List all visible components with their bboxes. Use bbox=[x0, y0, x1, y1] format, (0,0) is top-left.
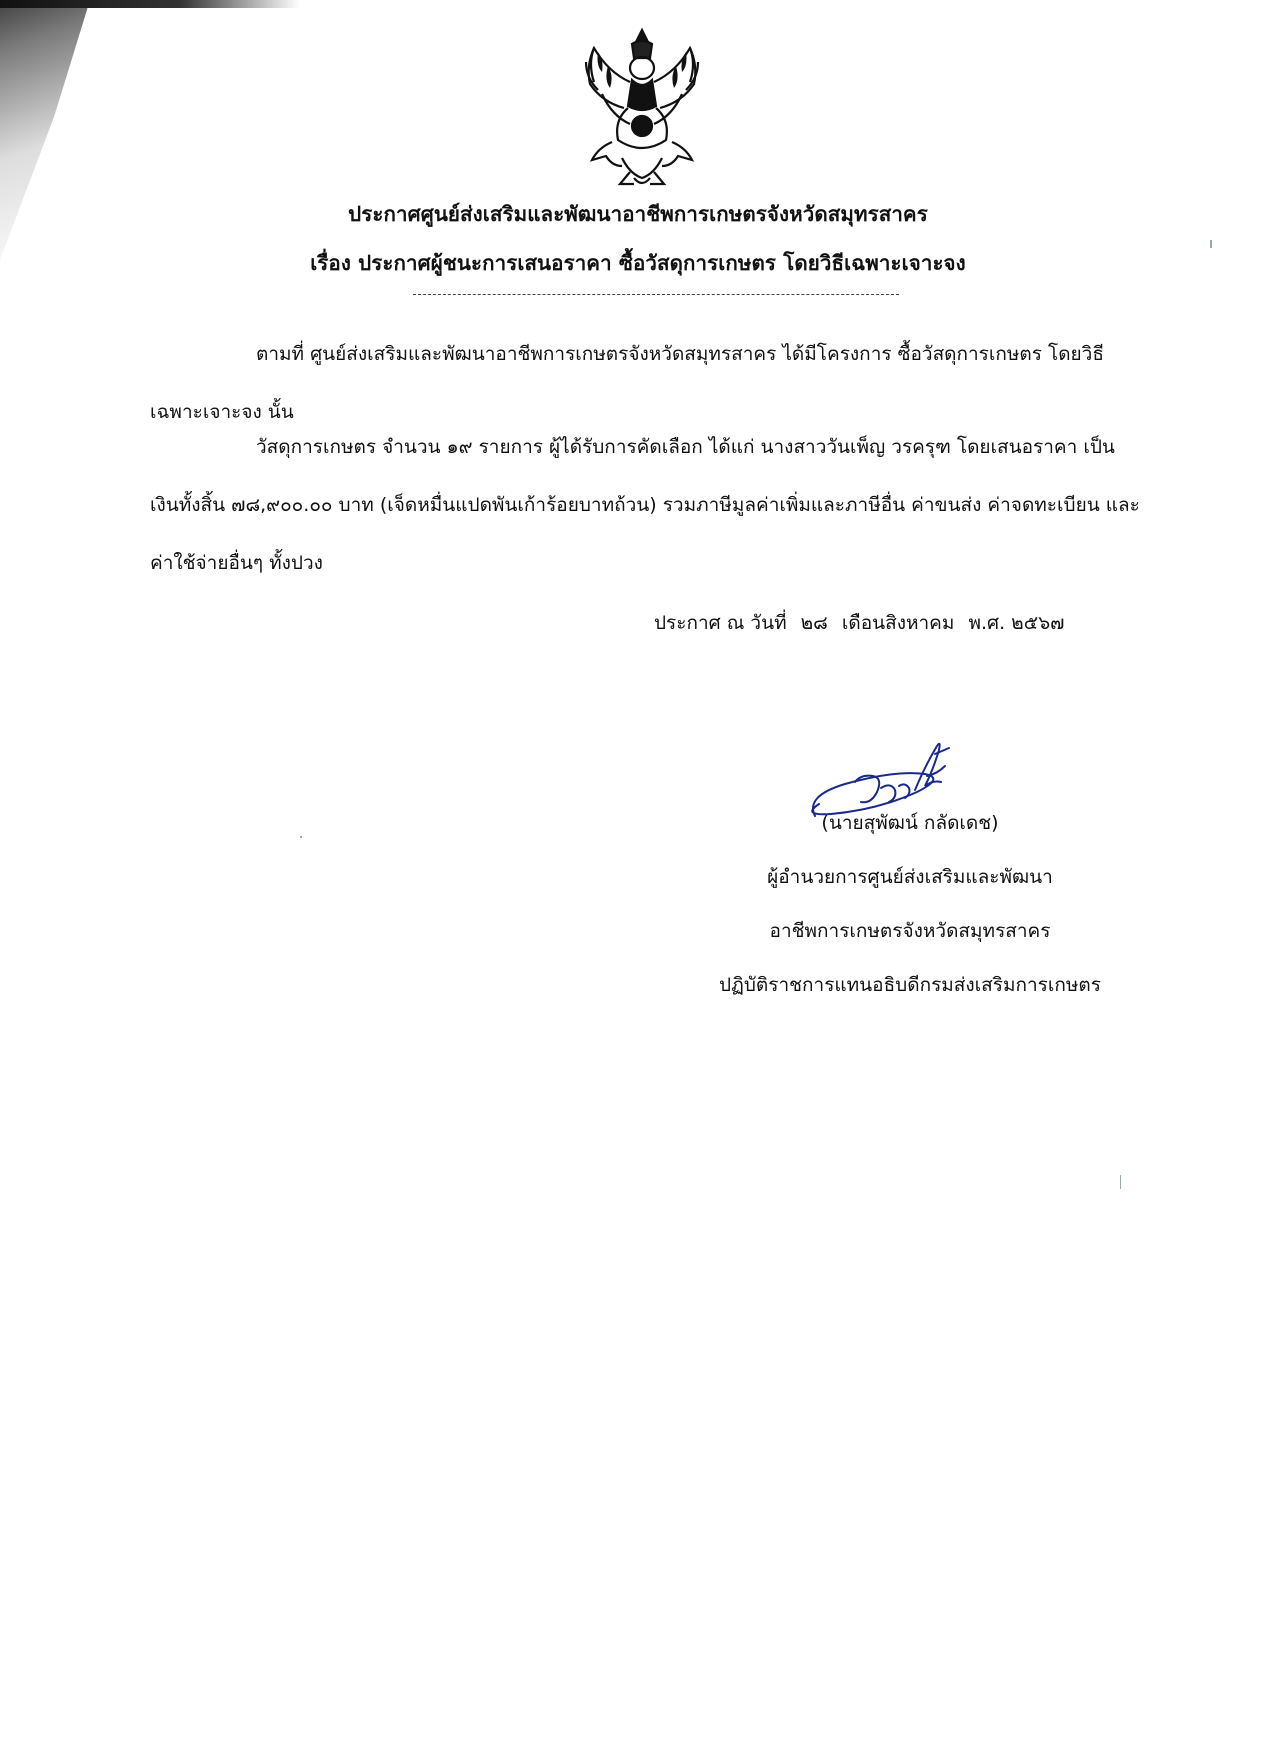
scan-speck bbox=[300, 836, 302, 838]
signatory-position-line1: ผู้อำนวยการศูนย์ส่งเสริมและพัฒนา bbox=[767, 866, 1053, 888]
signatory-position-line3: ปฏิบัติราชการแทนอธิบดีกรมส่งเสริมการเกษตร bbox=[719, 974, 1101, 996]
announcement-subject: เรื่อง ประกาศผู้ชนะการเสนอราคา ซื้อวัสดุการเกษตร โดยวิธีเฉพาะเจาะจง bbox=[310, 251, 966, 275]
announcement-date bbox=[654, 608, 1072, 638]
paragraph-award-text: วัสดุการเกษตร จำนวน ๑๙ รายการ ผู้ได้รับการคัดเลือก ได้แก่ นางสาววันเพ็ญ วรครุฑ โดยเสนอราคา เป็นเงินทั้งสิ้น ๗๘,๙๐๐.๐๐ บาท (เจ็ดหมื่นแปดพันเก้าร้อยบาทถ้วน) รวมภาษีมูลค่าเพิ่มและภาษีอื่น ค่าขนส่ง ค่าจดทะเบียน และค่าใช้จ่ายอื่นๆ ทั้งปวง bbox=[150, 436, 1140, 574]
scan-edge bbox=[0, 0, 300, 8]
date-day: ๒๘ bbox=[800, 612, 828, 634]
date-prefix: ประกาศ ณ วันที่ bbox=[654, 612, 787, 634]
date-year: พ.ศ. ๒๕๖๗ bbox=[968, 612, 1065, 634]
signatory-position-line2: อาชีพการเกษตรจังหวัดสมุทรสาคร bbox=[769, 920, 1051, 942]
paragraph-intro-text: ตามที่ ศูนย์ส่งเสริมและพัฒนาอาชีพการเกษตรจังหวัดสมุทรสาคร ได้มีโครงการ ซื้อวัสดุการเกษตร โดยวิธีเฉพาะเจาะจง นั้น bbox=[150, 343, 1104, 423]
announcement-title: ประกาศศูนย์ส่งเสริมและพัฒนาอาชีพการเกษตรจังหวัดสมุทรสาคร bbox=[348, 202, 928, 226]
scan-speck bbox=[1210, 240, 1212, 248]
garuda-emblem-icon bbox=[572, 22, 712, 194]
date-month: เดือนสิงหาคม bbox=[841, 612, 955, 634]
signatory-name: (นายสุพัฒน์ กลัดเดช) bbox=[821, 812, 999, 834]
scan-speck bbox=[1120, 1175, 1121, 1189]
signatory-block bbox=[690, 796, 1130, 1012]
title-divider bbox=[413, 294, 899, 295]
paragraph-award bbox=[150, 418, 1140, 592]
